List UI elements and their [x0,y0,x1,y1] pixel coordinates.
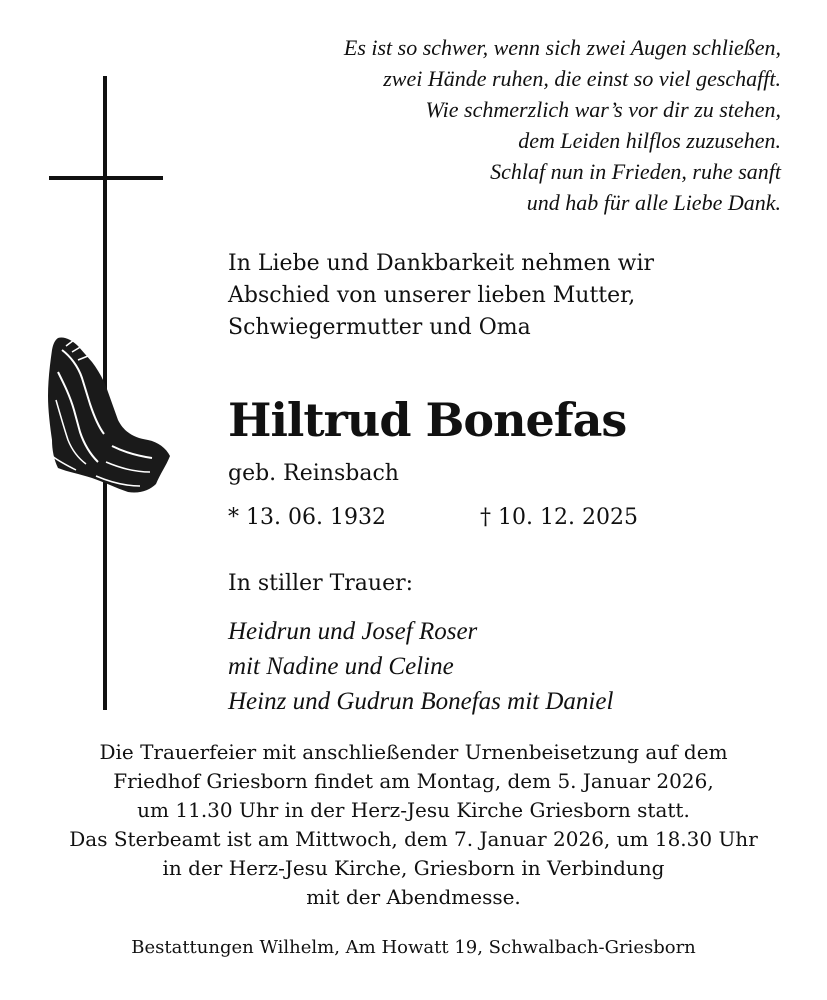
mourner-line: Heidrun und Josef Roser [228,618,478,645]
praying-hands-icon [48,337,170,492]
deceased-name: Hiltrud Bonefas [228,393,627,447]
mourning-label: In stiller Trauer: [228,571,414,596]
mourner-line: Heinz und Gudrun Bonefas mit Daniel [228,688,614,715]
maiden-name: geb. Reinsbach [228,461,399,486]
service-line: Friedhof Griesborn findet am Montag, dem 5. Januar 2026, [113,769,714,793]
birth-date: * 13. 06. 1932 [228,505,386,530]
poem-line: zwei Hände ruhen, die einst so viel geschafft. [383,66,781,91]
intro-line: In Liebe und Dankbarkeit nehmen wir [228,251,655,276]
intro-text [228,248,654,344]
intro-line: Abschied von unserer lieben Mutter, [228,283,636,308]
death-date: † 10. 12. 2025 [480,505,638,530]
poem-line: Schlaf nun in Frieden, ruhe sanft [490,159,781,184]
poem-line: Es ist so schwer, wenn sich zwei Augen schließen, [343,35,781,60]
service-line: mit der Abendmesse. [306,885,521,909]
service-line: Das Sterbeamt ist am Mittwoch, dem 7. Januar 2026, um 18.30 Uhr [69,827,758,851]
undertaker-address: Bestattungen Wilhelm, Am Howatt 19, Schwalbach-Griesborn [131,937,696,958]
mourner-line: mit Nadine und Celine [228,653,454,680]
poem-line: und hab für alle Liebe Dank. [526,190,781,215]
service-line: Die Trauerfeier mit anschließender Urnenbeisetzung auf dem [99,740,728,764]
service-line: in der Herz-Jesu Kirche, Griesborn in Verbindung [162,856,665,880]
intro-line: Schwiegermutter und Oma [228,315,531,340]
poem [221,32,781,218]
poem-line: Wie schmerzlich war’s vor dir zu stehen, [425,97,781,122]
service-details [0,738,827,912]
service-line: um 11.30 Uhr in der Herz-Jesu Kirche Griesborn statt. [137,798,690,822]
poem-line: dem Leiden hilflos zuzusehen. [518,128,781,153]
cross-with-hands [0,0,200,720]
mourners-list [228,614,613,719]
